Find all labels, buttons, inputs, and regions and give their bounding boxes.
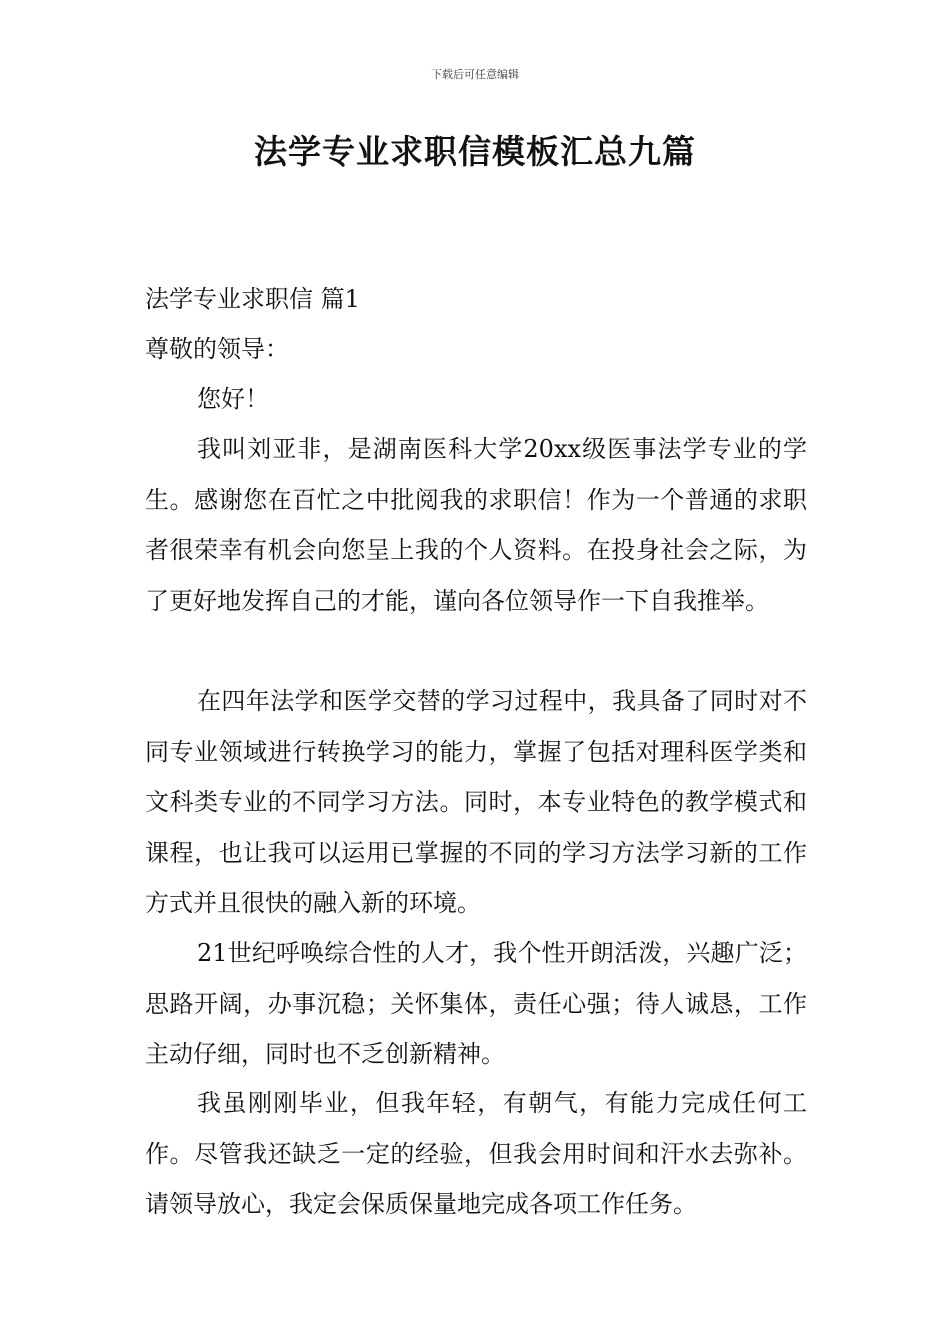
salutation: 尊敬的领导： [145, 335, 289, 363]
paragraph-introduction: 我叫刘亚非，是湖南医科大学20xx级医事法学专业的学生。感谢您在百忙之中批阅我的求职信！作为一个普通的求职者很荣幸有机会向您呈上我的个人资料。在投身社会之际，为了更好地发挥自己的才能，谨向各位领导作一下自我推举。 [145, 435, 807, 615]
paragraph-commitment: 我虽刚刚毕业，但我年轻，有朝气，有能力完成任何工作。尽管我还缺乏一定的经验，但我会用时间和汗水去弥补。请领导放心，我定会保质保量地完成各项工作任务。 [145, 1089, 807, 1218]
header-note: 下载后可任意编辑 [431, 68, 519, 81]
section-heading: 法学专业求职信 篇1 [145, 285, 360, 313]
paragraph-study-ability: 在四年法学和医学交替的学习过程中，我具备了同时对不同专业领域进行转换学习的能力，掌握了包括对理科医学类和文科类专业的不同学习方法。同时，本专业特色的教学模式和课程，也让我可以运用已掌握的不同的学习方法学习新的工作方式并且很快的融入新的环境。 [145, 687, 807, 917]
document-title: 法学专业求职信模板汇总九篇 [254, 132, 696, 171]
greeting: 您好！ [197, 385, 269, 413]
paragraph-personality: 21世纪呼唤综合性的人才，我个性开朗活泼，兴趣广泛；思路开阔，办事沉稳；关怀集体，责任心强；待人诚恳，工作主动仔细，同时也不乏创新精神。 [145, 939, 807, 1068]
